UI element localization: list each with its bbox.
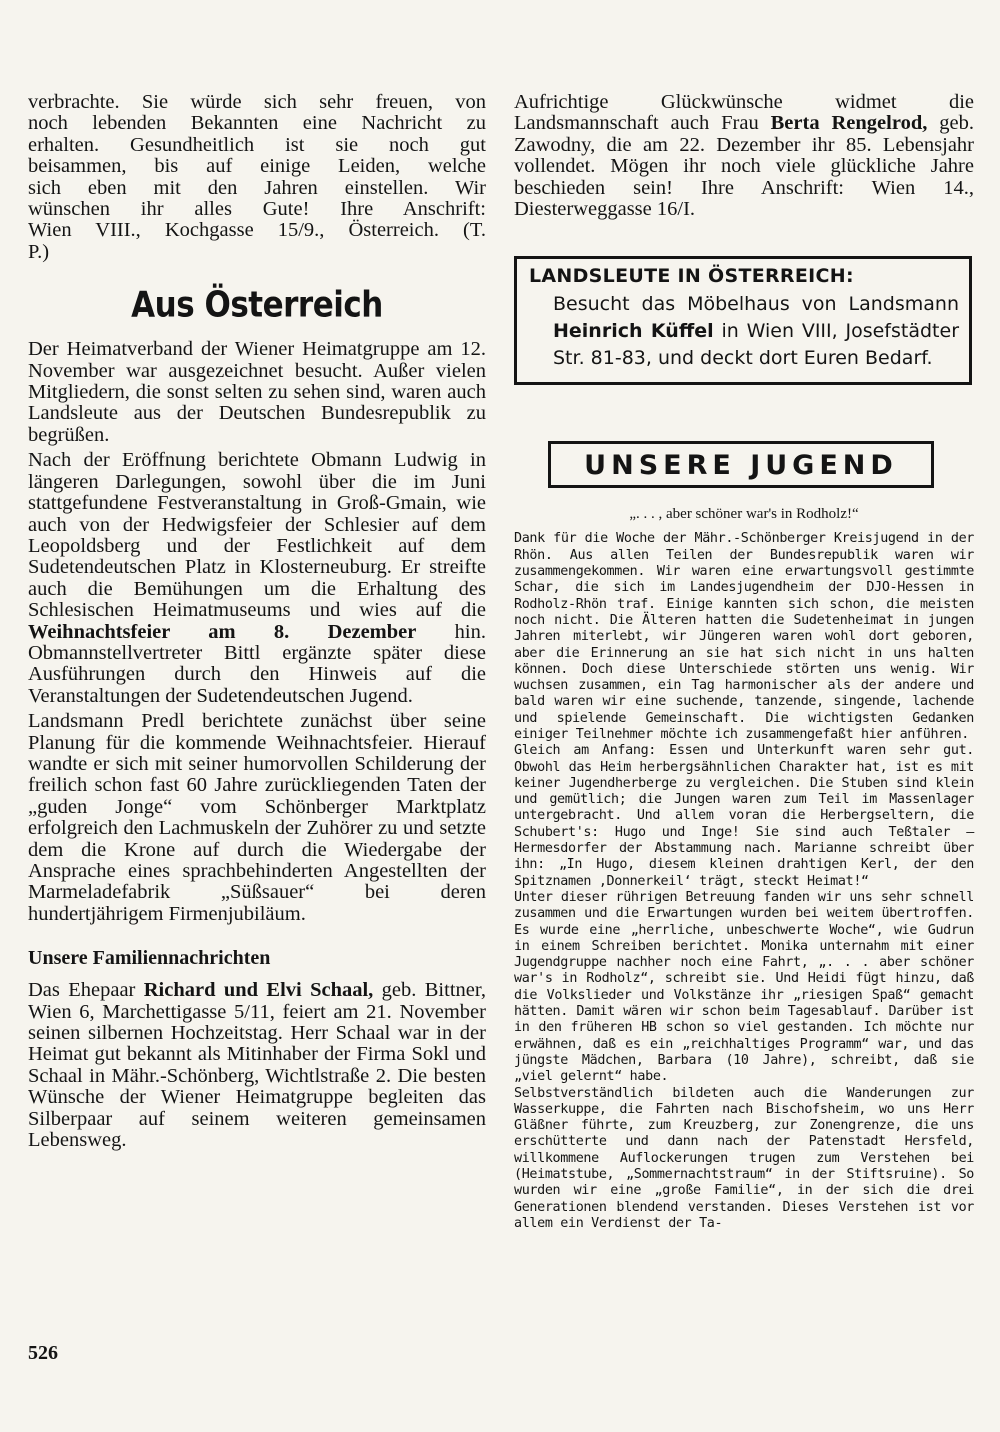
advertisement-box [514,256,972,385]
text-run: Aufrichtige Glückwünsche widmet die Landsmannschaft auch Frau [514,91,974,135]
text-run: geb. Bittner, Wien 6, Marchettigasse 5/11, feiert am 21. November seinen silbernen Hochzeitstag. Herr Schaal war in der Heimat gut bekannt als Mitinhaber der Firma Sokl und Schaal in Mähr.-Schönberg, Wichtlstraße 2. Die besten Wünsche der Wiener Heimatgruppe begleiten das Silberpaar auf seinem weiteren gemeinsamen Lebensweg. [28,979,486,1152]
intro-line: erhalten. Gesundheitlich ist sie noch gut [28,133,486,156]
paragraph-predl: Landsmann Predl berichtete zunächst über seine Planung für die kommende Weihnachtsfeier. Hierauf wandte er sich mit seiner humorvollen Schilderung der freilich schon fast 60 Jahre zurückliegenden Taten der „guden Jonge“ vom Schönberger Marktplatz erfolgreich den Lachmuskeln der Zuhörer zu und setzte dem die Krone auf durch die Wiedergabe der Ansprache eines sprachbehinderten Angestellten der Marmeladefabrik „Süßsauer“ bei deren hundertjährigem Firmenjubiläum. [28,710,486,925]
text-run: Besucht das Möbelhaus von Landsmann [553,293,959,316]
intro-line: wünschen ihr alles Gute! Ihre Anschrift: [28,198,486,221]
text-run: geb. Zawodny, die am 22. Dezember ihr 85. Lebensjahr vollendet. Mögen ihr noch viele glückliche Jahre beschieden sein! Ihre Anschrift: Wien 14., Diesterweggasse 16/I. [514,112,974,221]
advertisement-heading: LANDSLEUTE IN ÖSTERREICH: [529,265,854,288]
unsere-jugend-title: UNSERE JUGEND [548,441,934,488]
paragraph-rengelrod [514,92,974,220]
paragraph-wanderungen: Selbstverständlich bildeten auch die Wanderungen zur Wasserkuppe, die Fahrten nach Bischofsheim, wo uns Herr Gläßner führte, zum Kreuzberg, zur Zonengrenze, die uns erschütterte und dann nach der Patenstadt Hersfeld, willkommene Auflockerungen trugen zum Verstehen bei (Heimatstube, „Sommernachtstraum“ in der Stiftsruine). So wurden wir eine „große Familie“, in der sich die drei Generationen blendend verstanden. Dieses Verstehen ist vor allem ein Verdienst der Ta- [514,1085,974,1231]
intro-line: Wien VIII., Kochgasse 15/9., Österreich. (T. [28,219,486,242]
intro-paragraph [28,92,486,263]
left-column [28,92,486,1155]
text-run: hin. Obmannstellvertreter Bittl ergänzte später diese Ausführungen durch den Hinweis auf die Veranstaltungen der Sudetendeutschen Jugend. [28,620,487,707]
right-column [514,92,974,1232]
page-number: 526 [28,1342,58,1364]
intro-line: beisammen, bis auf einige Leiden, welche [28,155,486,178]
article-quote-title: „. . . , aber schöner war's in Rodholz!“ [629,506,859,523]
bold-rengelrod-name: Berta Rengelrod, [770,112,928,135]
intro-line: noch lebenden Bekannten eine Nachricht zu [28,112,486,135]
family-news-title: Unsere Familiennachrichten [28,947,271,970]
intro-line: verbrachte. Sie würde sich sehr freuen, von [28,91,486,113]
paragraph-gleich-am-anfang: Gleich am Anfang: Essen und Unterkunft waren sehr gut. Obwohl das Heim herbergsähnlichen Charakter hat, ist es mit keiner Jugendherberge zu vergleichen. Die Stuben sind klein und gemütlich; die Jungen waren zum Teil im Massenlager untergebracht. Und allem voran die Herbergseltern, die Schubert's: Hugo und Inge! Sie sind auch Teßtaler — Hermesdorfer der Abstammung nach. Marianne schreibt über ihn: „In Hugo, diesem kleinen drahtigen Kerl, der den Spitznamen ‚Donnerkeil‘ trägt, steckt Heimat!“ [514,743,974,889]
bold-weihnachtsfeier: Weihnachtsfeier am 8. Dezember [28,620,417,643]
paragraph-heimatverband: Der Heimatverband der Wiener Heimatgruppe am 12. November war ausgezeichnet besucht. Außer vielen Mitgliedern, die sonst selten zu sehen sind, waren auch Landsleute aus der Deutschen Bundesrepublik zu begrüßen. [28,338,486,446]
section-title-aus-oesterreich: Aus Österreich [131,284,383,326]
bold-schaal-names: Richard und Elvi Schaal, [143,979,374,1002]
advertisement-text [529,291,959,372]
text-run: Nach der Eröffnung berichtete Obmann Ludwig in längeren Darlegungen, sowohl über die im Juni stattgefundene Festveranstaltung in Groß-Gmain, wie auch von der Hedwigsfeier der Schlesier auf dem Leopoldsberg und der Festlichkeit auf dem Sudetendeutschen Platz in Klosterneuburg. Er streifte auch die Bemühungen um die Erhaltung des Schlesischen Heimatmuseums und wies auf die [28,449,486,622]
paragraph-schaal [28,980,486,1151]
intro-line: P.) [28,240,50,263]
paragraph-eroeffnung [28,450,486,707]
text-run: in Wien VIII, Josefstädter Str. 81-83, und deckt dort Euren Bedarf. [553,320,960,370]
text-run: Das Ehepaar [28,979,144,1002]
intro-line: sich eben mit den Jahren einstellen. Wir [28,176,486,199]
paragraph-dank: Dank für die Woche der Mähr.-Schönberger Kreisjugend in der Rhön. Aus allen Teilen der Bundesrepublik waren wir zusammengekommen. Wir waren eine erwartungsvoll gestimmte Schar, die sich im Landesjugendheim der DJO-Hessen in Rodholz-Rhön traf. Einige kannten sich schon, die meisten noch nicht. Die Älteren hatten die Sudetenheimat in jungen Jahren miterlebt, wir Jüngeren waren wohl dort geboren, aber die Erinnerung an sie hat sich nicht in uns halten können. Doch diese Unterschiede störten uns wenig. Wir wuchsen zusammen, ein Tag harmonischer als der andere und bald waren wir eine suchende, tanzende, singende, lachende und spielende Gemeinschaft. Die wichtigsten Gedanken einiger Teilnehmer möchte ich zusammengefaßt hier anführen. [514,531,974,742]
bold-kueffel-name: Heinrich Küffel [553,320,714,343]
paragraph-betreuung: Unter dieser rührigen Betreuung fanden wir uns sehr schnell zusammen und die Erwartungen wurden bei weitem übertroffen. Es wurde eine „herrliche, unbeschwerte Woche“, wie Gudrun in einem Schreiben berichtet. Monika unternahm mit einer Jugendgruppe nachher noch eine Fahrt, „. . . aber schöner war's in Rodholz“, schreibt sie. Und Heidi fügt hinzu, daß die Volkslieder und Volkstänze ihr „riesigen Spaß“ gemacht hätten. Damit wären wir schon beim Tagesablauf. Darüber ist in den früheren HB schon so viel gestanden. Ich möchte nur erwähnen, daß es ein „reichhaltiges Programm“ war, und das jüngste Mädchen, Barbara (10 Jahre), schreibt, daß sie „viel gelernt“ habe. [514,889,974,1085]
